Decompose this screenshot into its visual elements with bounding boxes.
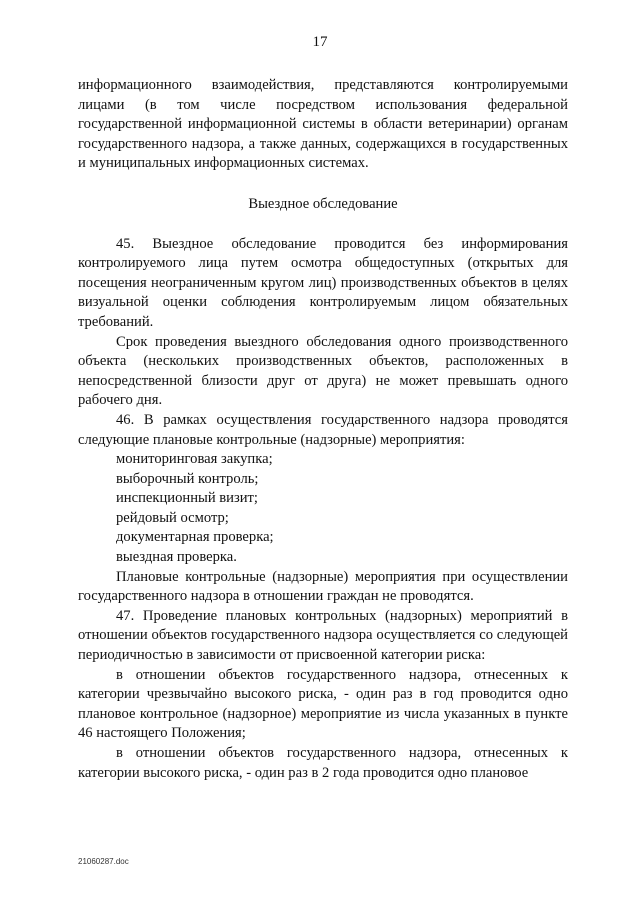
list-item: инспекционный визит;: [116, 490, 258, 507]
footer-document-code: 21060287.doc: [78, 857, 129, 866]
section-heading: Выездное обследование: [248, 195, 398, 212]
list-item: выездная проверка.: [116, 549, 237, 566]
list-item: документарная проверка;: [116, 529, 274, 546]
paragraph-continuation: информационного взаимодействия, представляются контролируемыми лицами (в том числе посредством использования федеральной государственной информационной системы в области ветеринарии) органам государственного надзора, а также данных, содержащихся в государственных и муниципальных информационных системах.: [78, 77, 568, 172]
paragraph-46: 46. В рамках осуществления государственного надзора проводятся следующие плановые контрольные (надзорные) мероприятия:: [78, 411, 568, 448]
page-number: 17: [312, 34, 328, 50]
paragraph-45: 45. Выездное обследование проводится без информирования контролируемого лица путем осмотра общедоступных (открытых для посещения неограниченным кругом лиц) производственных объектов в целях визуальной оценки соблюдения контролируемым лицом обязательных требований.: [78, 235, 568, 330]
paragraph-extreme-risk: в отношении объектов государственного надзора, отнесенных к категории чрезвычайно высокого риска, - один раз в год проводится одно плановое контрольное (надзорное) мероприятие из числа указанных в пункте 46 настоящего Положения;: [78, 666, 568, 742]
list-item: рейдовый осмотр;: [116, 509, 229, 526]
paragraph-high-risk: в отношении объектов государственного надзора, отнесенных к категории высокого риска, - один раз в 2 года проводится одно плановое: [78, 745, 568, 781]
list-item: мониторинговая закупка;: [116, 451, 273, 468]
document-body: [78, 76, 568, 783]
list-item: выборочный контроль;: [116, 470, 259, 487]
paragraph-citizens: Плановые контрольные (надзорные) мероприятия при осуществлении государственного надзора в отношении граждан не проводятся.: [78, 568, 568, 605]
paragraph-47: 47. Проведение плановых контрольных (надзорных) мероприятий в отношении объектов государственного надзора осуществляется со следующей периодичностью в зависимости от присвоенной категории риска:: [78, 607, 568, 664]
paragraph-duration: Срок проведения выездного обследования одного производственного объекта (нескольких производственных объектов, расположенных в непосредственной близости друг от друга) не может превышать одного рабочего дня.: [78, 333, 568, 409]
